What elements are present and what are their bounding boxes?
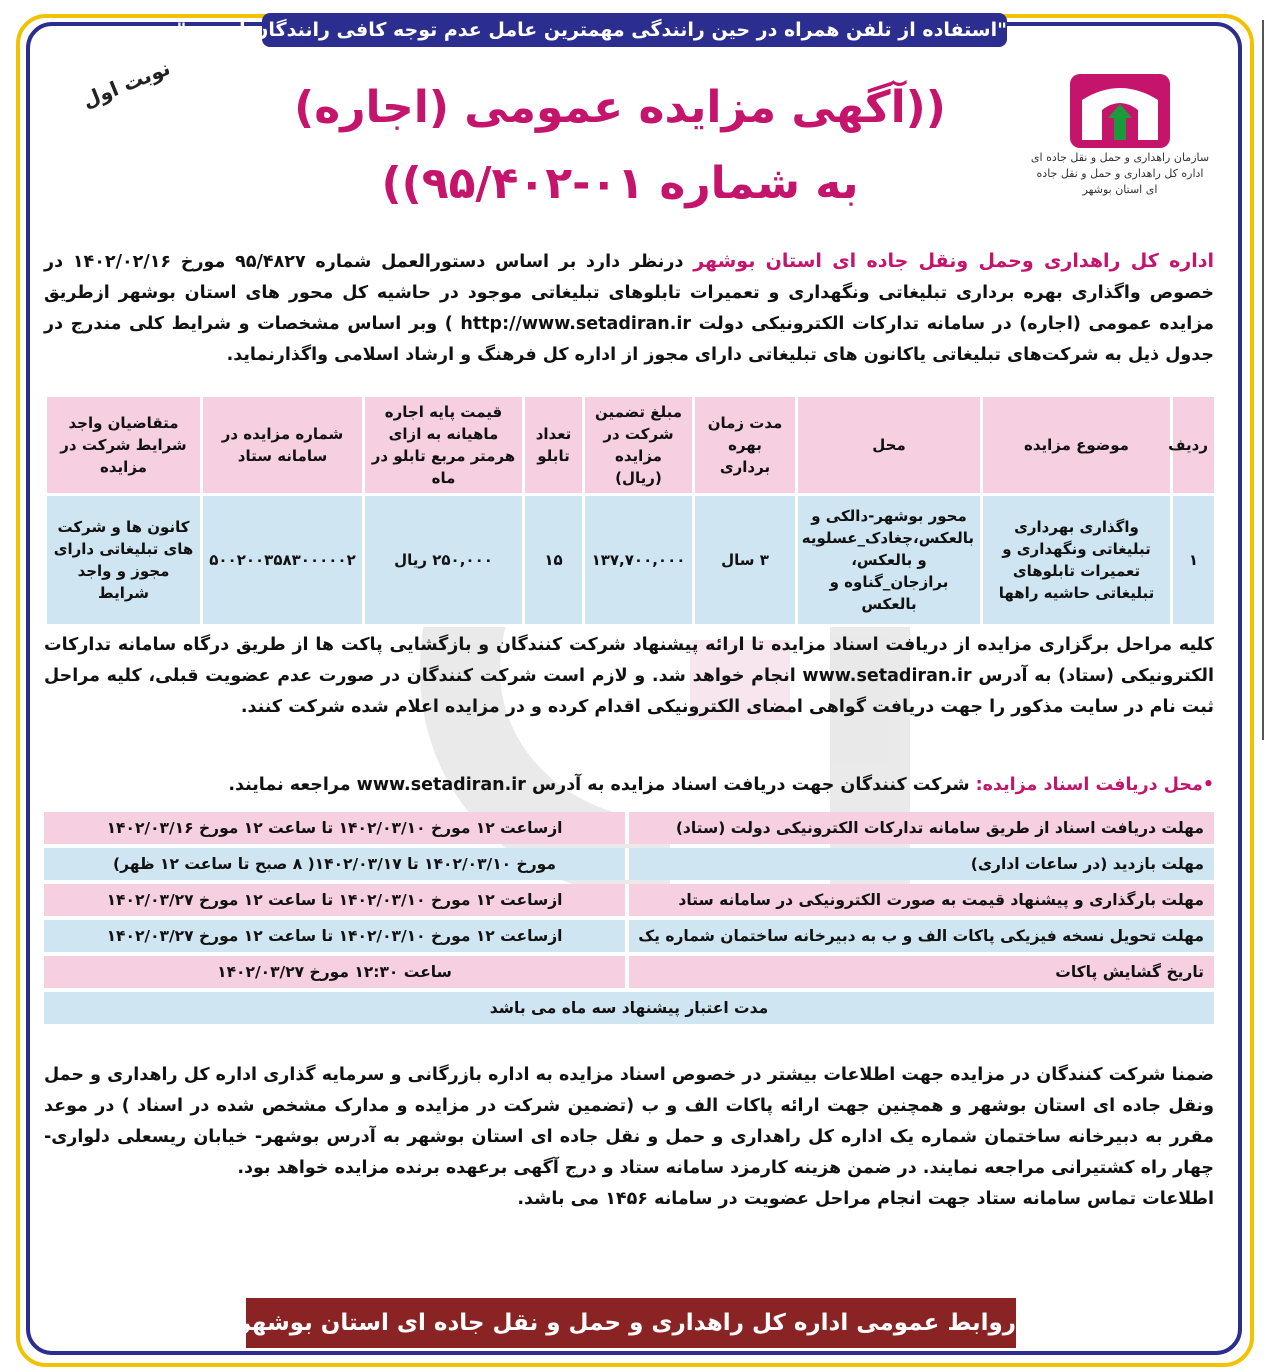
schedule-label: مهلت دریافت اسناد از طریق سامانه تدارکات الکترونیکی دولت (ستاد) bbox=[629, 812, 1214, 844]
intro-paragraph bbox=[44, 246, 1214, 371]
table-header: موضوع مزایده bbox=[982, 396, 1172, 495]
contact-text: اطلاعات تماس سامانه ستاد جهت انجام مراحل عضویت در سامانه ۱۴۵۶ می باشد. bbox=[517, 1189, 1214, 1209]
schedule-table bbox=[44, 808, 1214, 1028]
table-cell: ۵۰۰۲۰۰۳۵۸۳۰۰۰۰۰۲ bbox=[202, 495, 364, 626]
table-cell: محور بوشهر-دالکی و بالعکس،چغادک_عسلویه و بالعکس، برازجان_گناوه و بالعکس bbox=[797, 495, 982, 626]
schedule-row bbox=[44, 848, 1214, 880]
table-header: مبلغ تضمین شرکت در مزایده (ریال) bbox=[584, 396, 694, 495]
table-header: قیمت پایه اجاره ماهیانه به ازای هرمتر مربع تابلو در ماه bbox=[364, 396, 524, 495]
safety-banner: "استفاده از تلفن همراه در حین رانندگی مهمترین عامل عدم توجه کافی رانندگان است ." bbox=[262, 13, 1007, 47]
validity-text: مدت اعتبار پیشنهاد سه ماه می باشد bbox=[44, 992, 1214, 1024]
schedule-label: مهلت تحویل نسخه فیزیکی پاکات الف و ب به دبیرخانه ساختمان شماره یک bbox=[629, 920, 1214, 952]
schedule-value: ازساعت ۱۲ مورخ ۱۴۰۲/۰۳/۱۰ تا ساعت ۱۲ مورخ ۱۴۰۲/۰۳/۱۶ bbox=[44, 812, 629, 844]
documents-text: شرکت کنندگان جهت دریافت اسناد مزایده به آدرس www.setadiran.ir مراجعه نمایند. bbox=[228, 775, 976, 795]
validity-row bbox=[44, 992, 1214, 1024]
auction-number: به شماره ۰۱-۹۵/۴۰۲)) bbox=[381, 158, 859, 209]
process-paragraph: کلیه مراحل برگزاری مزایده از دریافت اسناد مزایده تا ارائه پیشنهاد شرکت کنندگان و بازگشایی پاکت ها از طریق درگاه سامانه تدارکات الکترونیکی (ستاد) به آدرس www.setadiran.ir انجام خواهد شد. و لازم است شرکت کنندگان در صورت عدم عضویت قبلی، کلیه مراحل ثبت نام در سایت مذکور را جهت دریافت گواهی امضای الکترونیکی اقدام کرده و در مزایده اعلام شده شرکت کنند. bbox=[44, 635, 1214, 717]
auction-table bbox=[44, 394, 1217, 627]
schedule-row bbox=[44, 884, 1214, 916]
closing-paragraph bbox=[44, 1060, 1214, 1215]
table-header: محل bbox=[797, 396, 982, 495]
schedule-value: ساعت ۱۲:۳۰ مورخ ۱۴۰۲/۰۳/۲۷ bbox=[44, 956, 629, 988]
schedule-label: مهلت بازدید (در ساعات اداری) bbox=[629, 848, 1214, 880]
table-header: شماره مزایده در سامانه ستاد bbox=[202, 396, 364, 495]
schedule-value: ازساعت ۱۲ مورخ ۱۴۰۲/۰۳/۱۰ تا ساعت ۱۲ مورخ ۱۴۰۲/۰۳/۲۷ bbox=[44, 920, 629, 952]
schedule-row bbox=[44, 920, 1214, 952]
table-cell: ۳ سال bbox=[694, 495, 797, 626]
table-cell: واگذاری بهرداری تبلیغاتی ونگهداری و تعمیرات تابلوهای تبلیغاتی حاشیه راهها bbox=[982, 495, 1172, 626]
table-cell: ۱۵ bbox=[524, 495, 584, 626]
table-header: تعداد تابلو bbox=[524, 396, 584, 495]
schedule-label: تاریخ گشایش پاکات bbox=[629, 956, 1214, 988]
org-logo-caption bbox=[1030, 150, 1210, 198]
closing-text: ضمنا شرکت کنندگان در مزایده جهت اطلاعات بیشتر در خصوص اسناد مزایده به اداره بازرگانی و سرمایه گذاری اداره کل راهداری و حمل ونقل جاده ای استان بوشهر و همچنین جهت ارائه پاکات الف و ب (تضمین شرکت در مزایده و مدارک مشخص شده در اسناد ) در موعد مقرر به دبیرخانه ساختمان شماره یک اداره کل راهداری و حمل و نقل جاده ای استان بوشهر به آدرس بوشهر- خیابان ریسعلی دلواری- چهار راه کشتیرانی مراجعه نمایند. در ضمن هزینه کارمزد سامانه ستاد و درج آگهی برعهده برنده مزایده خواهد بود. bbox=[44, 1065, 1214, 1178]
org-logo-line1: سازمان راهداری و حمل و نقل جاده ای bbox=[1030, 151, 1210, 164]
table-cell: ۲۵۰,۰۰۰ ریال bbox=[364, 495, 524, 626]
table-row bbox=[46, 495, 1216, 626]
schedule-row bbox=[44, 812, 1214, 844]
table-cell: ۱ bbox=[1172, 495, 1216, 626]
table-header: مدت زمان بهره برداری bbox=[694, 396, 797, 495]
scrollbar-track[interactable] bbox=[1262, 20, 1264, 740]
footer-signature: روابط عمومی اداره کل راهداری و حمل و نقل جاده ای استان بوشهر bbox=[246, 1298, 1016, 1348]
table-cell: ۱۳۷,۷۰۰,۰۰۰ bbox=[584, 495, 694, 626]
turn-label: نوبت اول bbox=[78, 55, 174, 113]
org-logo-line2: اداره کل راهداری و حمل و نقل جاده ای استان بوشهر bbox=[1036, 167, 1204, 196]
documents-paragraph bbox=[44, 770, 1214, 801]
schedule-row bbox=[44, 956, 1214, 988]
schedule-value: ازساعت ۱۲ مورخ ۱۴۰۲/۰۳/۱۰ تا ساعت ۱۲ مورخ ۱۴۰۲/۰۳/۲۷ bbox=[44, 884, 629, 916]
documents-label: •محل دریافت اسناد مزایده: bbox=[975, 775, 1214, 795]
schedule-label: مهلت بارگذاری و پیشنهاد قیمت به صورت الکترونیکی در سامانه ستاد bbox=[629, 884, 1214, 916]
page-title: ((آگهی مزایده عمومی (اجاره) bbox=[294, 82, 946, 133]
table-header: ردیف bbox=[1172, 396, 1216, 495]
org-name: اداره کل راهداری وحمل ونقل جاده ای استان بوشهر bbox=[693, 250, 1214, 272]
intro-text: درنظر دارد بر اساس دستورالعمل شماره ۹۵/۴۸۲۷ مورخ ۱۴۰۲/۰۲/۱۶ در خصوص واگذاری بهره برداری تبلیغاتی ونگهداری و تعمیرات تابلوهای تبلیغاتی موجود در حاشیه کل محور های استان بوشهر ازطریق مزایده عمومی (اجاره) در سامانه تدارکات الکترونیکی دولت http://www.setadiran.ir ) وبر اساس مشخصات و شرایط کلی مندرج در جدول ذیل به شرکت‌های تبلیغاتی یاکانون های تبلیغاتی دارای مجوز از اداره کل فرهنگ و ارشاد اسلامی واگذارنماید. bbox=[44, 252, 1214, 365]
table-cell: کانون ها و شرکت های تبلیغاتی دارای مجوز و واجد شرایط bbox=[46, 495, 202, 626]
schedule-value: مورخ ۱۴۰۲/۰۳/۱۰ تا ۱۴۰۲/۰۳/۱۷( ۸ صبح تا ساعت ۱۲ ظهر) bbox=[44, 848, 629, 880]
table-header: متقاضیان واجد شرایط شرکت در مزایده bbox=[46, 396, 202, 495]
table-header-row bbox=[46, 396, 1216, 495]
